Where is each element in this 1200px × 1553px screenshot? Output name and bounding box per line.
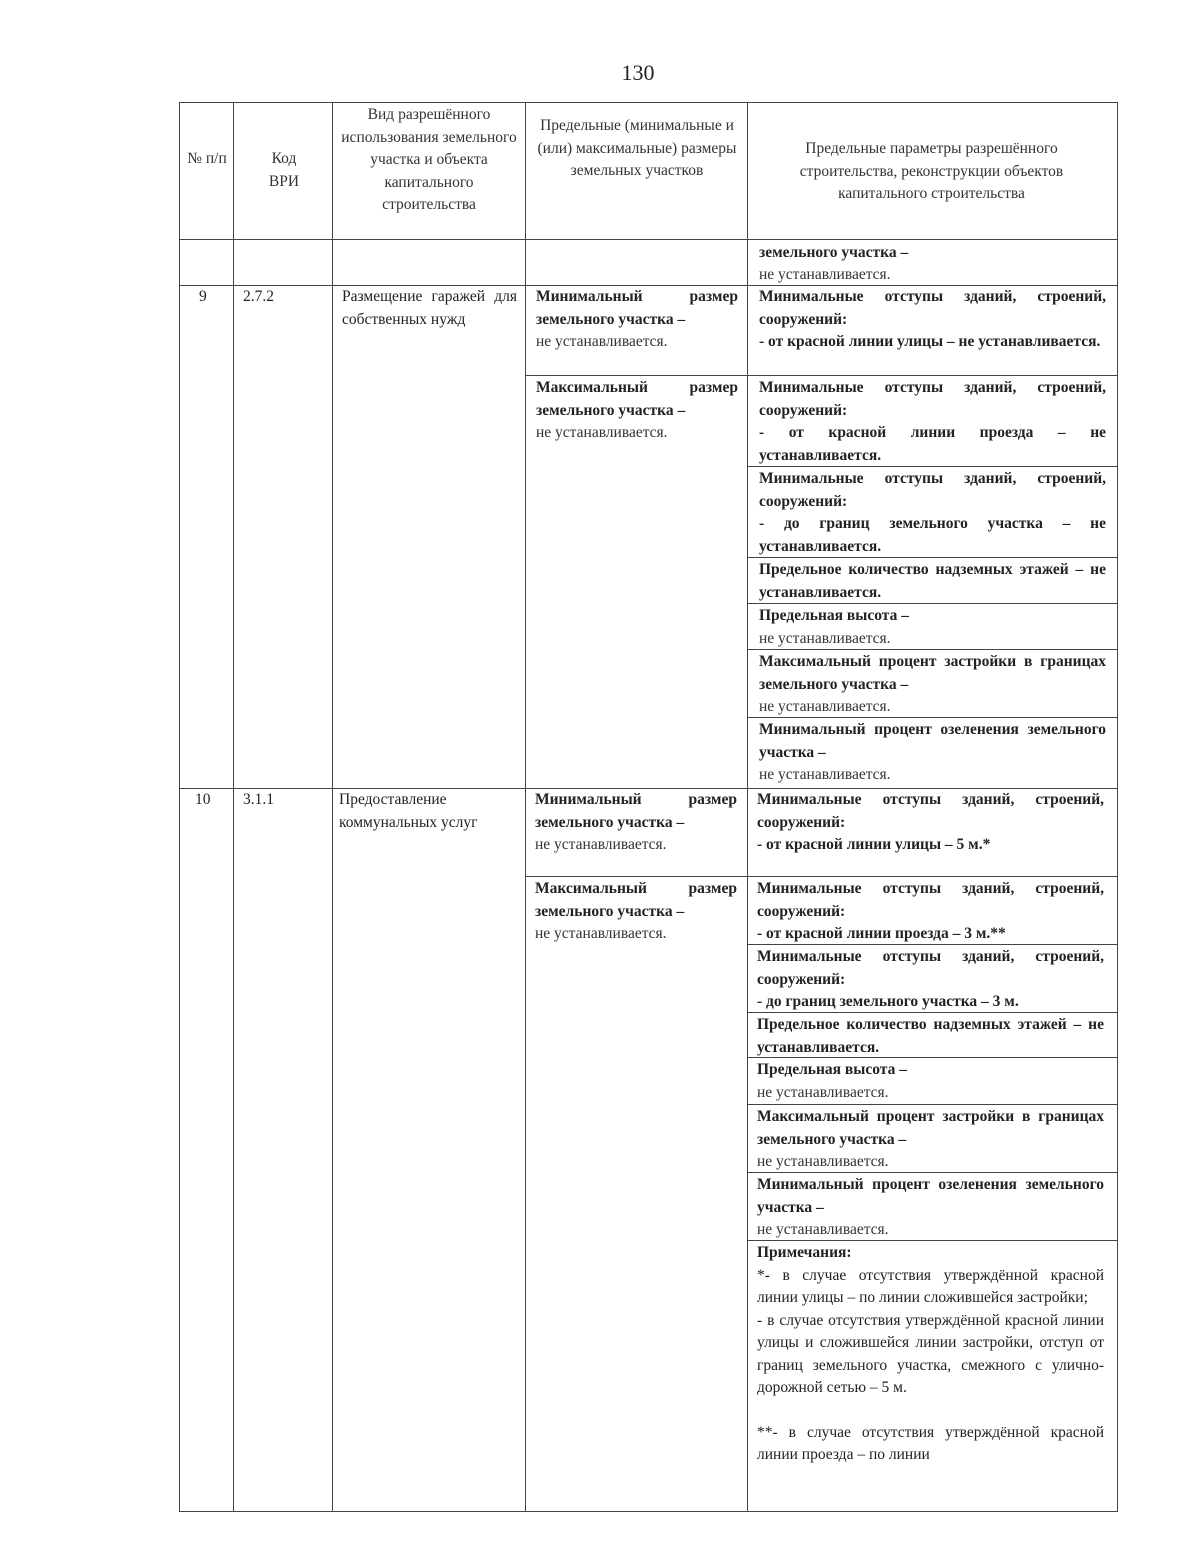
size-cell	[535, 789, 737, 857]
size-value: не устанавливается.	[535, 836, 667, 853]
size-cell	[536, 286, 738, 354]
continuation-value: не устанавливается.	[759, 266, 891, 283]
parameter-value: - от красной линии улицы – не устанавливается.	[759, 333, 1101, 350]
parameter-label: Минимальный процент озеленения земельного участка –	[757, 1176, 1104, 1216]
cell-divider	[747, 375, 1117, 376]
page-number: 130	[621, 60, 655, 85]
header-use-type: Вид разрешённого использования земельного участка и объекта капитального строительства	[341, 106, 517, 213]
header-plot-sizes: Предельные (минимальные и (или) максимальные) размеры земельных участков	[537, 117, 737, 179]
header-divider	[179, 239, 1118, 240]
parameter-cell	[759, 377, 1106, 467]
row-number: 10	[195, 791, 211, 808]
parameter-value: не устанавливается.	[757, 1083, 889, 1101]
header-number: № п/п	[187, 150, 227, 167]
parameter-cell	[759, 651, 1106, 719]
parameter-value: не устанавливается.	[757, 1221, 889, 1238]
parameter-cell	[757, 789, 1104, 857]
notes-paragraph: - в случае отсутствия утверждённой красной линии улицы и сложившейся линии застройки, отступ от границ земельного участка, смежного с улично-дорожной сетью – 5 м.	[757, 1311, 1104, 1396]
parameter-label: Максимальный процент застройки в границах земельного участка –	[757, 1108, 1104, 1148]
column-divider	[332, 102, 333, 1512]
parameter-value: - от красной линии проезда – 3 м.**	[757, 925, 1006, 942]
parameter-cell	[759, 605, 1106, 650]
notes-cell	[757, 1242, 1104, 1467]
size-label: Максимальный размер земельного участка –	[535, 880, 737, 920]
size-value: не устанавливается.	[536, 333, 668, 350]
column-divider	[525, 102, 526, 1512]
parameter-cell	[759, 719, 1106, 787]
parameter-value: - до границ земельного участка – не устанавливается.	[759, 515, 1106, 555]
header-parameters: Предельные параметры разрешённого строительства, реконструкции объектов капитального строительства	[799, 140, 1064, 202]
parameter-value: - от красной линии проезда – не устанавливается.	[759, 424, 1106, 464]
row-use-name: Размещение гаражей для собственных нужд	[342, 288, 517, 328]
parameter-cell	[757, 878, 1104, 946]
parameter-label: Минимальные отступы зданий, строений, сооружений:	[757, 791, 1104, 831]
table-border-top	[179, 102, 1118, 103]
parameter-cell	[759, 559, 1106, 604]
parameter-label: Минимальные отступы зданий, строений, сооружений:	[759, 470, 1106, 510]
parameter-cell	[757, 1106, 1104, 1174]
cell-divider	[525, 375, 747, 376]
column-divider	[747, 102, 748, 1512]
parameter-value: не устанавливается.	[759, 629, 891, 647]
parameter-label: Предельная высота –	[757, 1061, 907, 1078]
notes-paragraph: **- в случае отсутствия утверждённой красной линии проезда – по линии	[757, 1423, 1104, 1463]
parameter-label: Предельное количество надземных этажей – не устанавливается.	[757, 1016, 1104, 1056]
table-border-left	[179, 102, 180, 1512]
notes-title: Примечания:	[757, 1244, 852, 1261]
parameter-cell	[759, 286, 1106, 354]
parameter-label: Минимальные отступы зданий, строений, сооружений:	[759, 288, 1106, 328]
cell-divider	[747, 1104, 1117, 1105]
parameter-cell	[757, 1174, 1104, 1242]
regulations-table	[179, 102, 1118, 1512]
cell-divider	[525, 876, 747, 877]
parameter-value: не устанавливается.	[759, 766, 891, 783]
size-cell	[535, 878, 737, 946]
column-divider	[233, 102, 234, 1512]
row-code: 3.1.1	[243, 791, 274, 808]
parameter-cell	[757, 1059, 1104, 1104]
table-border-right	[1117, 102, 1118, 1512]
parameter-cell	[759, 468, 1106, 558]
parameter-value: не устанавливается.	[759, 698, 891, 715]
parameter-label: Предельное количество надземных этажей – не устанавливается.	[759, 561, 1106, 601]
notes-paragraph: *- в случае отсутствия утверждённой красной линии улицы – по линии сложившейся застройки;	[757, 1266, 1104, 1306]
size-cell	[536, 377, 738, 445]
size-label: Минимальный размер земельного участка –	[535, 791, 737, 831]
parameter-label: Максимальный процент застройки в границах земельного участка –	[759, 653, 1106, 693]
parameter-value: не устанавливается.	[757, 1153, 889, 1170]
size-value: не устанавливается.	[535, 925, 667, 942]
size-label: Минимальный размер земельного участка –	[536, 288, 738, 328]
parameter-value: - от красной линии улицы – 5 м.*	[757, 836, 991, 853]
table-border-bottom	[179, 1511, 1118, 1512]
parameter-label: Минимальный процент озеленения земельного участка –	[759, 721, 1106, 761]
parameter-label: Предельная высота –	[759, 607, 909, 624]
continuation-label: земельного участка –	[759, 244, 909, 261]
parameter-cell	[757, 946, 1104, 1014]
parameter-cell	[757, 1014, 1104, 1059]
row-number: 9	[199, 288, 207, 305]
parameter-label: Минимальные отступы зданий, строений, сооружений:	[757, 948, 1104, 988]
size-value: не устанавливается.	[536, 424, 668, 441]
row-code: 2.7.2	[243, 288, 274, 305]
cell-divider	[747, 876, 1117, 877]
parameter-label: Минимальные отступы зданий, строений, сооружений:	[757, 880, 1104, 920]
size-label: Максимальный размер земельного участка –	[536, 379, 738, 419]
parameter-value: - до границ земельного участка – 3 м.	[757, 993, 1019, 1010]
header-code: Код ВРИ	[268, 150, 300, 190]
row-use-name: Предоставление коммунальных услуг	[339, 791, 478, 831]
parameter-label: Минимальные отступы зданий, строений, сооружений:	[759, 379, 1106, 419]
